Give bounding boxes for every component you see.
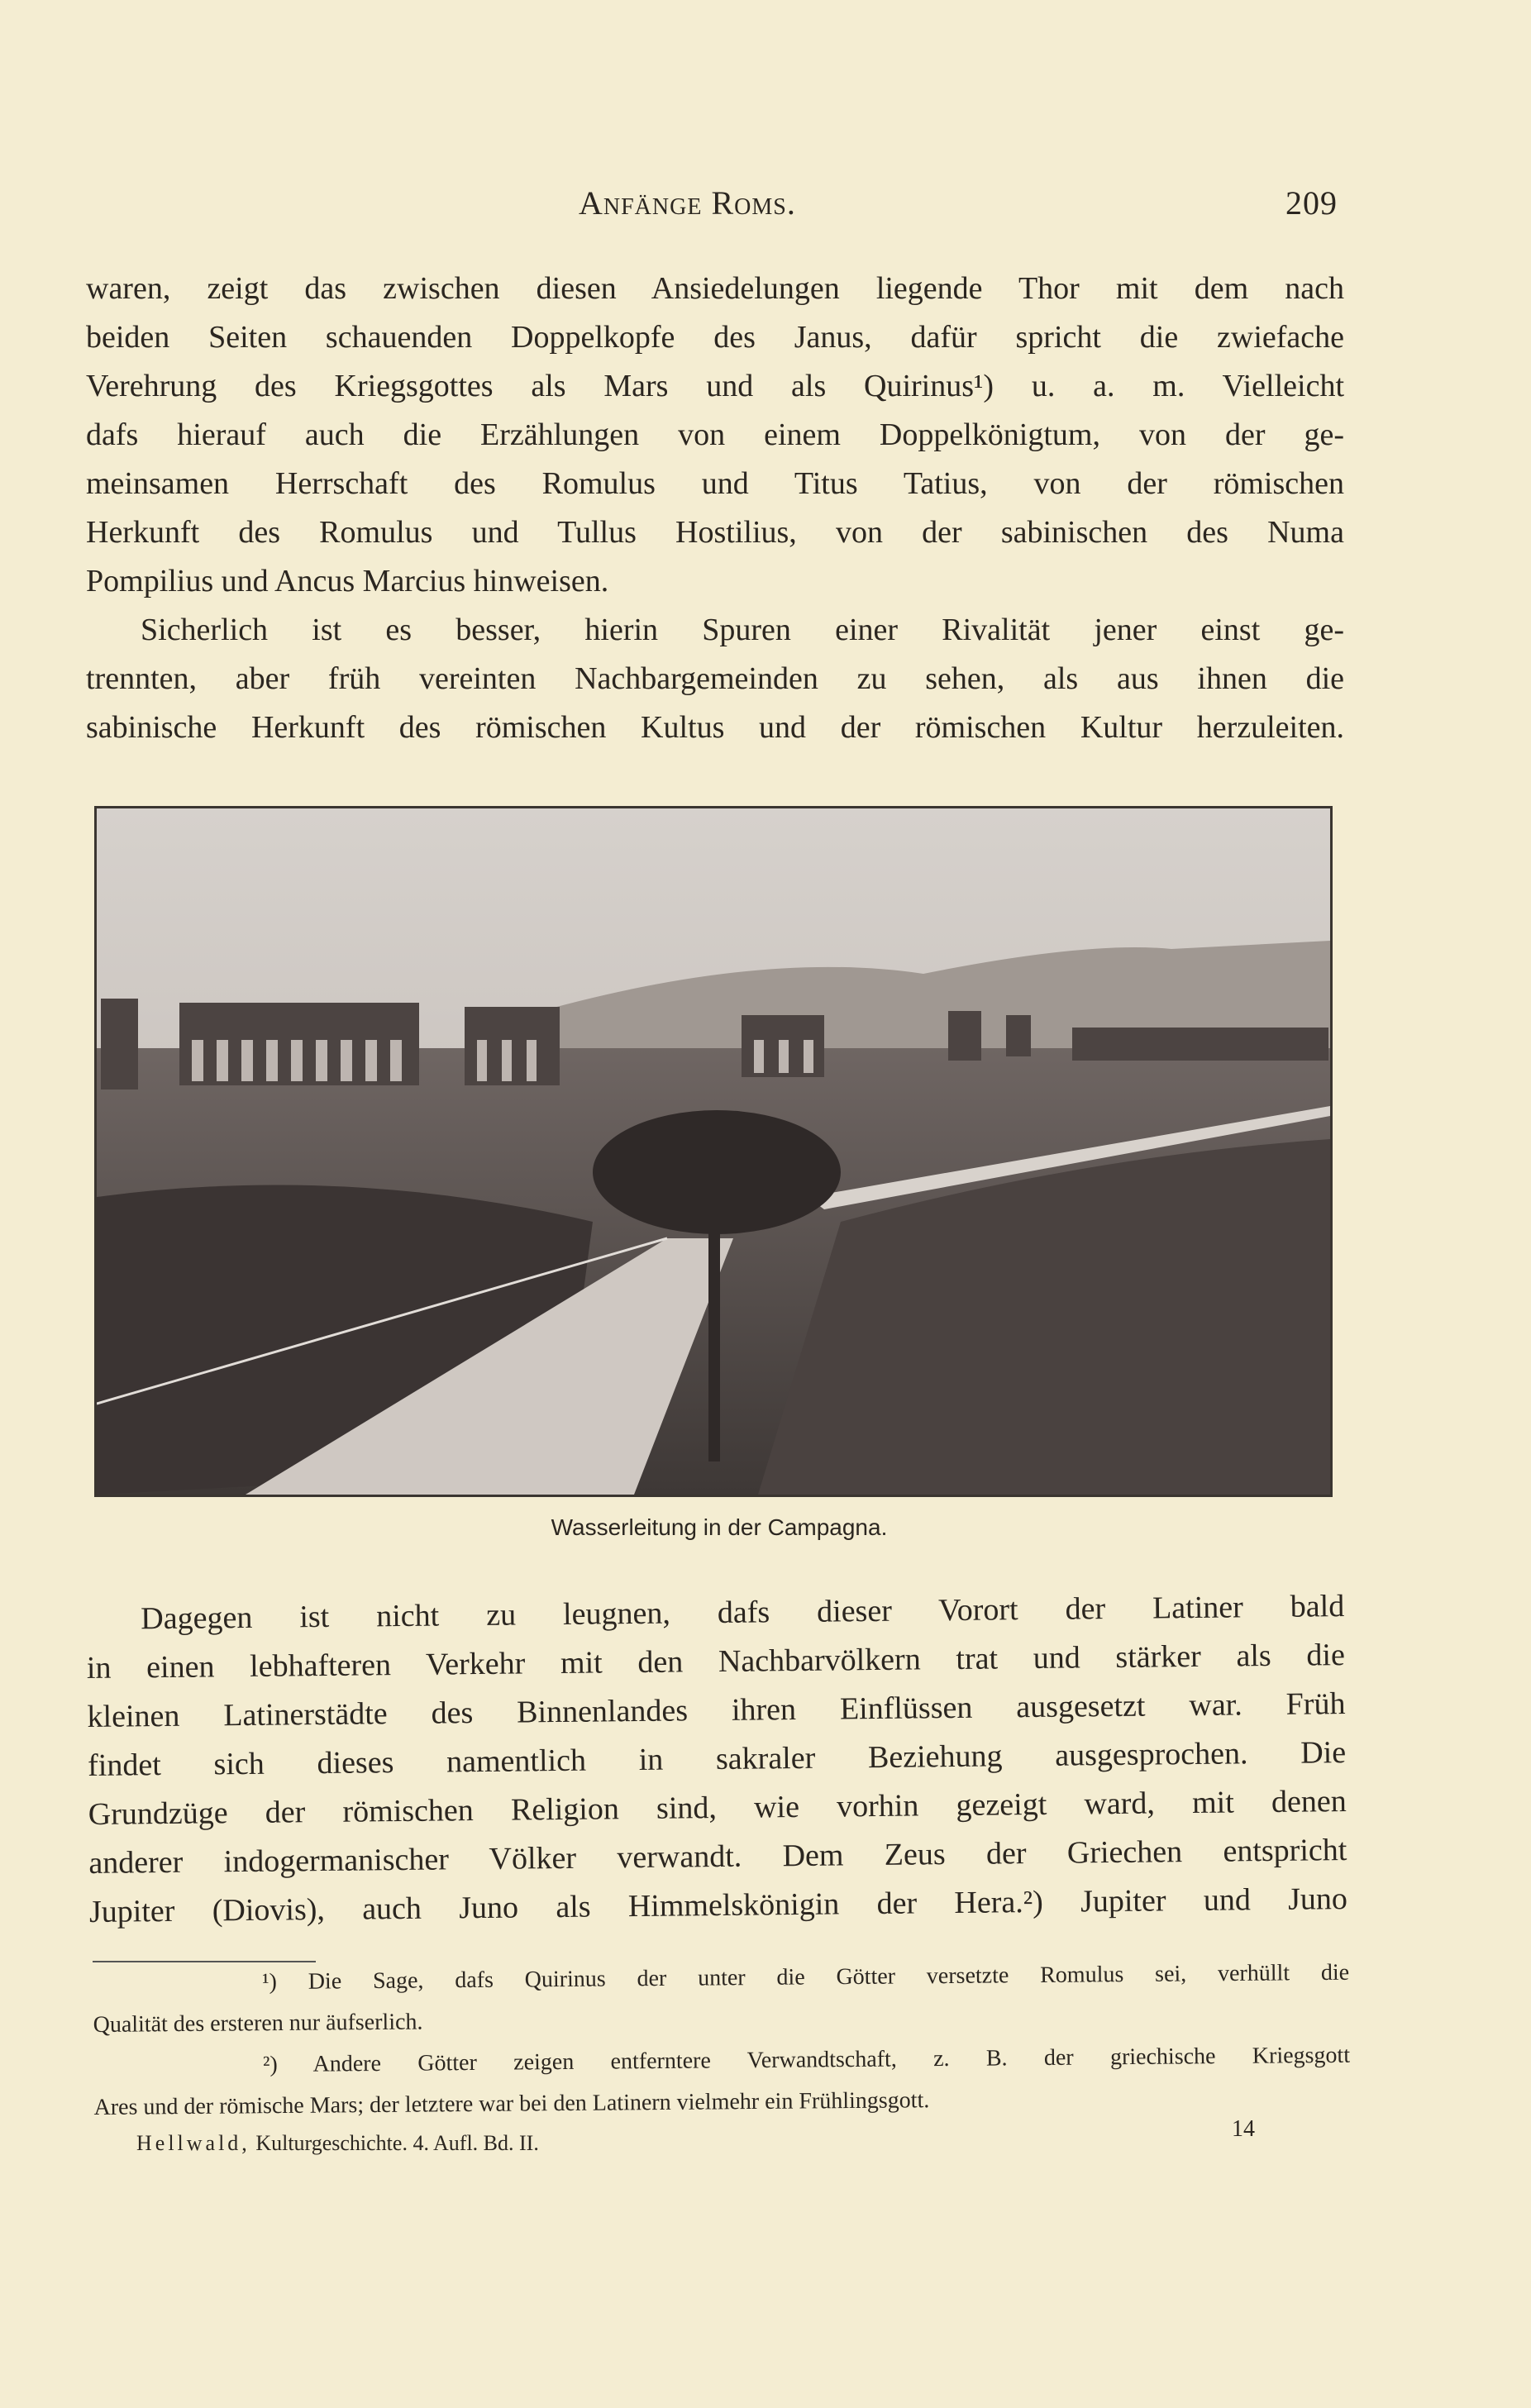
body-text-bottom <box>86 1582 1347 1937</box>
photo-illustration <box>97 808 1330 1495</box>
footnote-line: Ares und der römische Mars; der letztere war bei den Latinern vielmehr ein Frühlingsgott. <box>93 2087 930 2120</box>
signature-mark: 14 <box>1232 2116 1255 2142</box>
footer-author: Hellwald, <box>136 2131 250 2155</box>
text-line: sabinische Herkunft des römischen Kultus und der römischen Kultur herzuleiten. <box>86 710 1344 745</box>
footnote-line: ¹) Die Sage, dafs Quirinus der unter die Götter versetzte Romulus sei, verhüllt die <box>262 1959 1350 1996</box>
footnote-line: Qualität des ersteren nur äufserlich. <box>93 2009 423 2038</box>
text-line: trennten, aber früh vereinten Nachbargemeinden zu sehen, als aus ihnen die <box>86 661 1344 696</box>
aqueduct-photograph <box>94 806 1333 1497</box>
text-line: waren, zeigt das zwischen diesen Ansiedelungen liegende Thor mit dem nach <box>86 271 1344 306</box>
text-line: Pompilius und Ancus Marcius hinweisen. <box>86 564 609 598</box>
text-line: findet sich dieses namentlich in sakraler Beziehung ausgesprochen. Die <box>87 1735 1347 1783</box>
page-number: 209 <box>1285 184 1338 222</box>
body-text-top <box>86 265 1344 752</box>
footnote-line: ²) Andere Götter zeigen entferntere Verwandtschaft, z. B. der griechische Kriegsgott <box>262 2042 1351 2078</box>
footer-imprint <box>136 2131 539 2156</box>
figure-caption: Wasserleitung in der Campagna. <box>551 1514 888 1540</box>
text-line: Jupiter (Diovis), auch Juno als Himmelskönigin der Hera.²) Jupiter und Juno <box>88 1881 1348 1929</box>
text-line: in einen lebhafteren Verkehr mit den Nachbarvölkern trat und stärker als die <box>86 1638 1346 1686</box>
text-line: Verehrung des Kriegsgottes als Mars und als Quirinus¹) u. a. m. Vielleicht <box>86 369 1344 403</box>
text-line: beiden Seiten schauenden Doppelkopfe des Janus, dafür spricht die zwiefache <box>86 320 1344 355</box>
running-head-title: Anfänge Roms. <box>579 184 796 222</box>
text-line: dafs hierauf auch die Erzählungen von einem Doppelkönigtum, von der ge- <box>86 417 1344 452</box>
text-line: Grundzüge der römischen Religion sind, wie vorhin gezeigt ward, mit denen <box>88 1784 1347 1832</box>
text-line: Sicherlich ist es besser, hierin Spuren einer Rivalität jener einst ge- <box>141 613 1344 647</box>
text-line: Dagegen ist nicht zu leugnen, dafs dieser Vorort der Latiner bald <box>141 1589 1345 1637</box>
footer-book: Kulturgeschichte. 4. Aufl. Bd. II. <box>255 2131 539 2155</box>
text-line: kleinen Latinerstädte des Binnenlandes ihren Einflüssen ausgesetzt war. Früh <box>87 1686 1346 1734</box>
footnotes <box>93 1953 1351 2129</box>
text-line: Herkunft des Romulus und Tullus Hostilius, von der sabinischen des Numa <box>86 515 1344 550</box>
text-line: anderer indogermanischer Völker verwandt. Dem Zeus der Griechen entspricht <box>88 1833 1347 1881</box>
text-line: meinsamen Herrschaft des Romulus und Titus Tatius, von der römischen <box>86 466 1344 501</box>
